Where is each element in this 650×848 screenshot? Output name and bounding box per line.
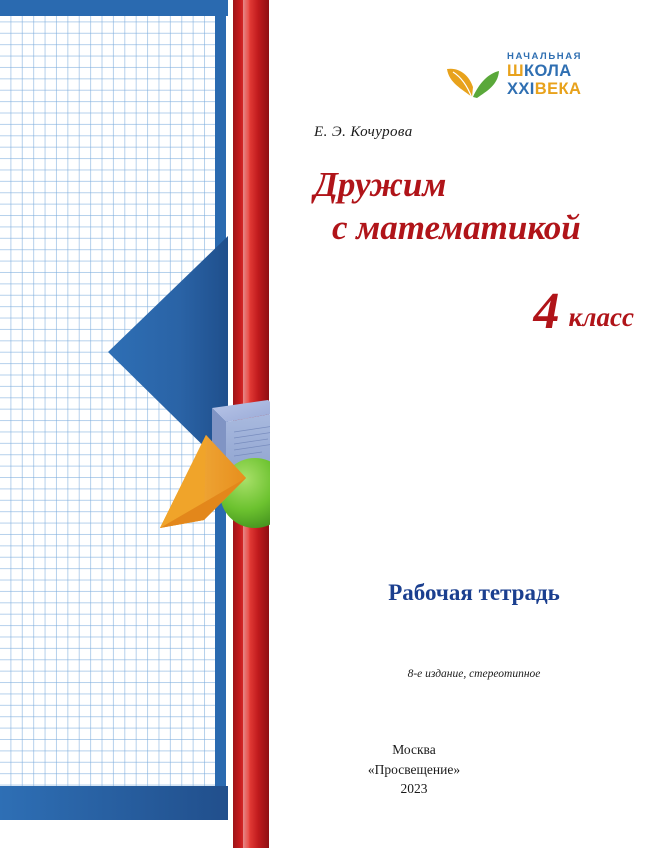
- publisher-logo-text: [507, 52, 582, 99]
- logo-line-2: [507, 63, 582, 81]
- publisher-logo: [445, 44, 620, 106]
- logo-line-2-accent: Ш: [507, 61, 524, 80]
- work-type: Рабочая тетрадь: [388, 580, 560, 605]
- grade-word: класс: [568, 302, 634, 332]
- geometric-shapes-group: [150, 380, 270, 560]
- imprint-publisher: «Просвещение»: [367, 761, 461, 777]
- grade-level: [314, 282, 634, 341]
- logo-line-1: НАЧАЛЬНАЯ: [507, 50, 583, 62]
- logo-line-2-rest: КОЛА: [523, 61, 572, 80]
- imprint-year: 2023: [400, 781, 428, 797]
- logo-line-3-accent: ВЕКА: [534, 79, 582, 98]
- book-title: [314, 163, 634, 249]
- author-name: Е. Э. Кочурова: [314, 124, 413, 140]
- logo-line-3: [507, 81, 582, 99]
- book-title-line-2: с математикой: [332, 208, 581, 248]
- imprint-block: [314, 740, 514, 799]
- book-title-line-1: Дружим: [314, 165, 447, 204]
- cover-artwork-panel: [0, 0, 270, 848]
- grade-number: 4: [533, 283, 561, 340]
- edition-note: 8-е издание, стереотипное: [407, 668, 541, 680]
- cover-text-panel: [270, 0, 650, 848]
- imprint-city: Москва: [392, 742, 436, 757]
- sprout-bird-logo-icon: [445, 49, 501, 101]
- logo-line-3-primary: XXI: [507, 79, 535, 98]
